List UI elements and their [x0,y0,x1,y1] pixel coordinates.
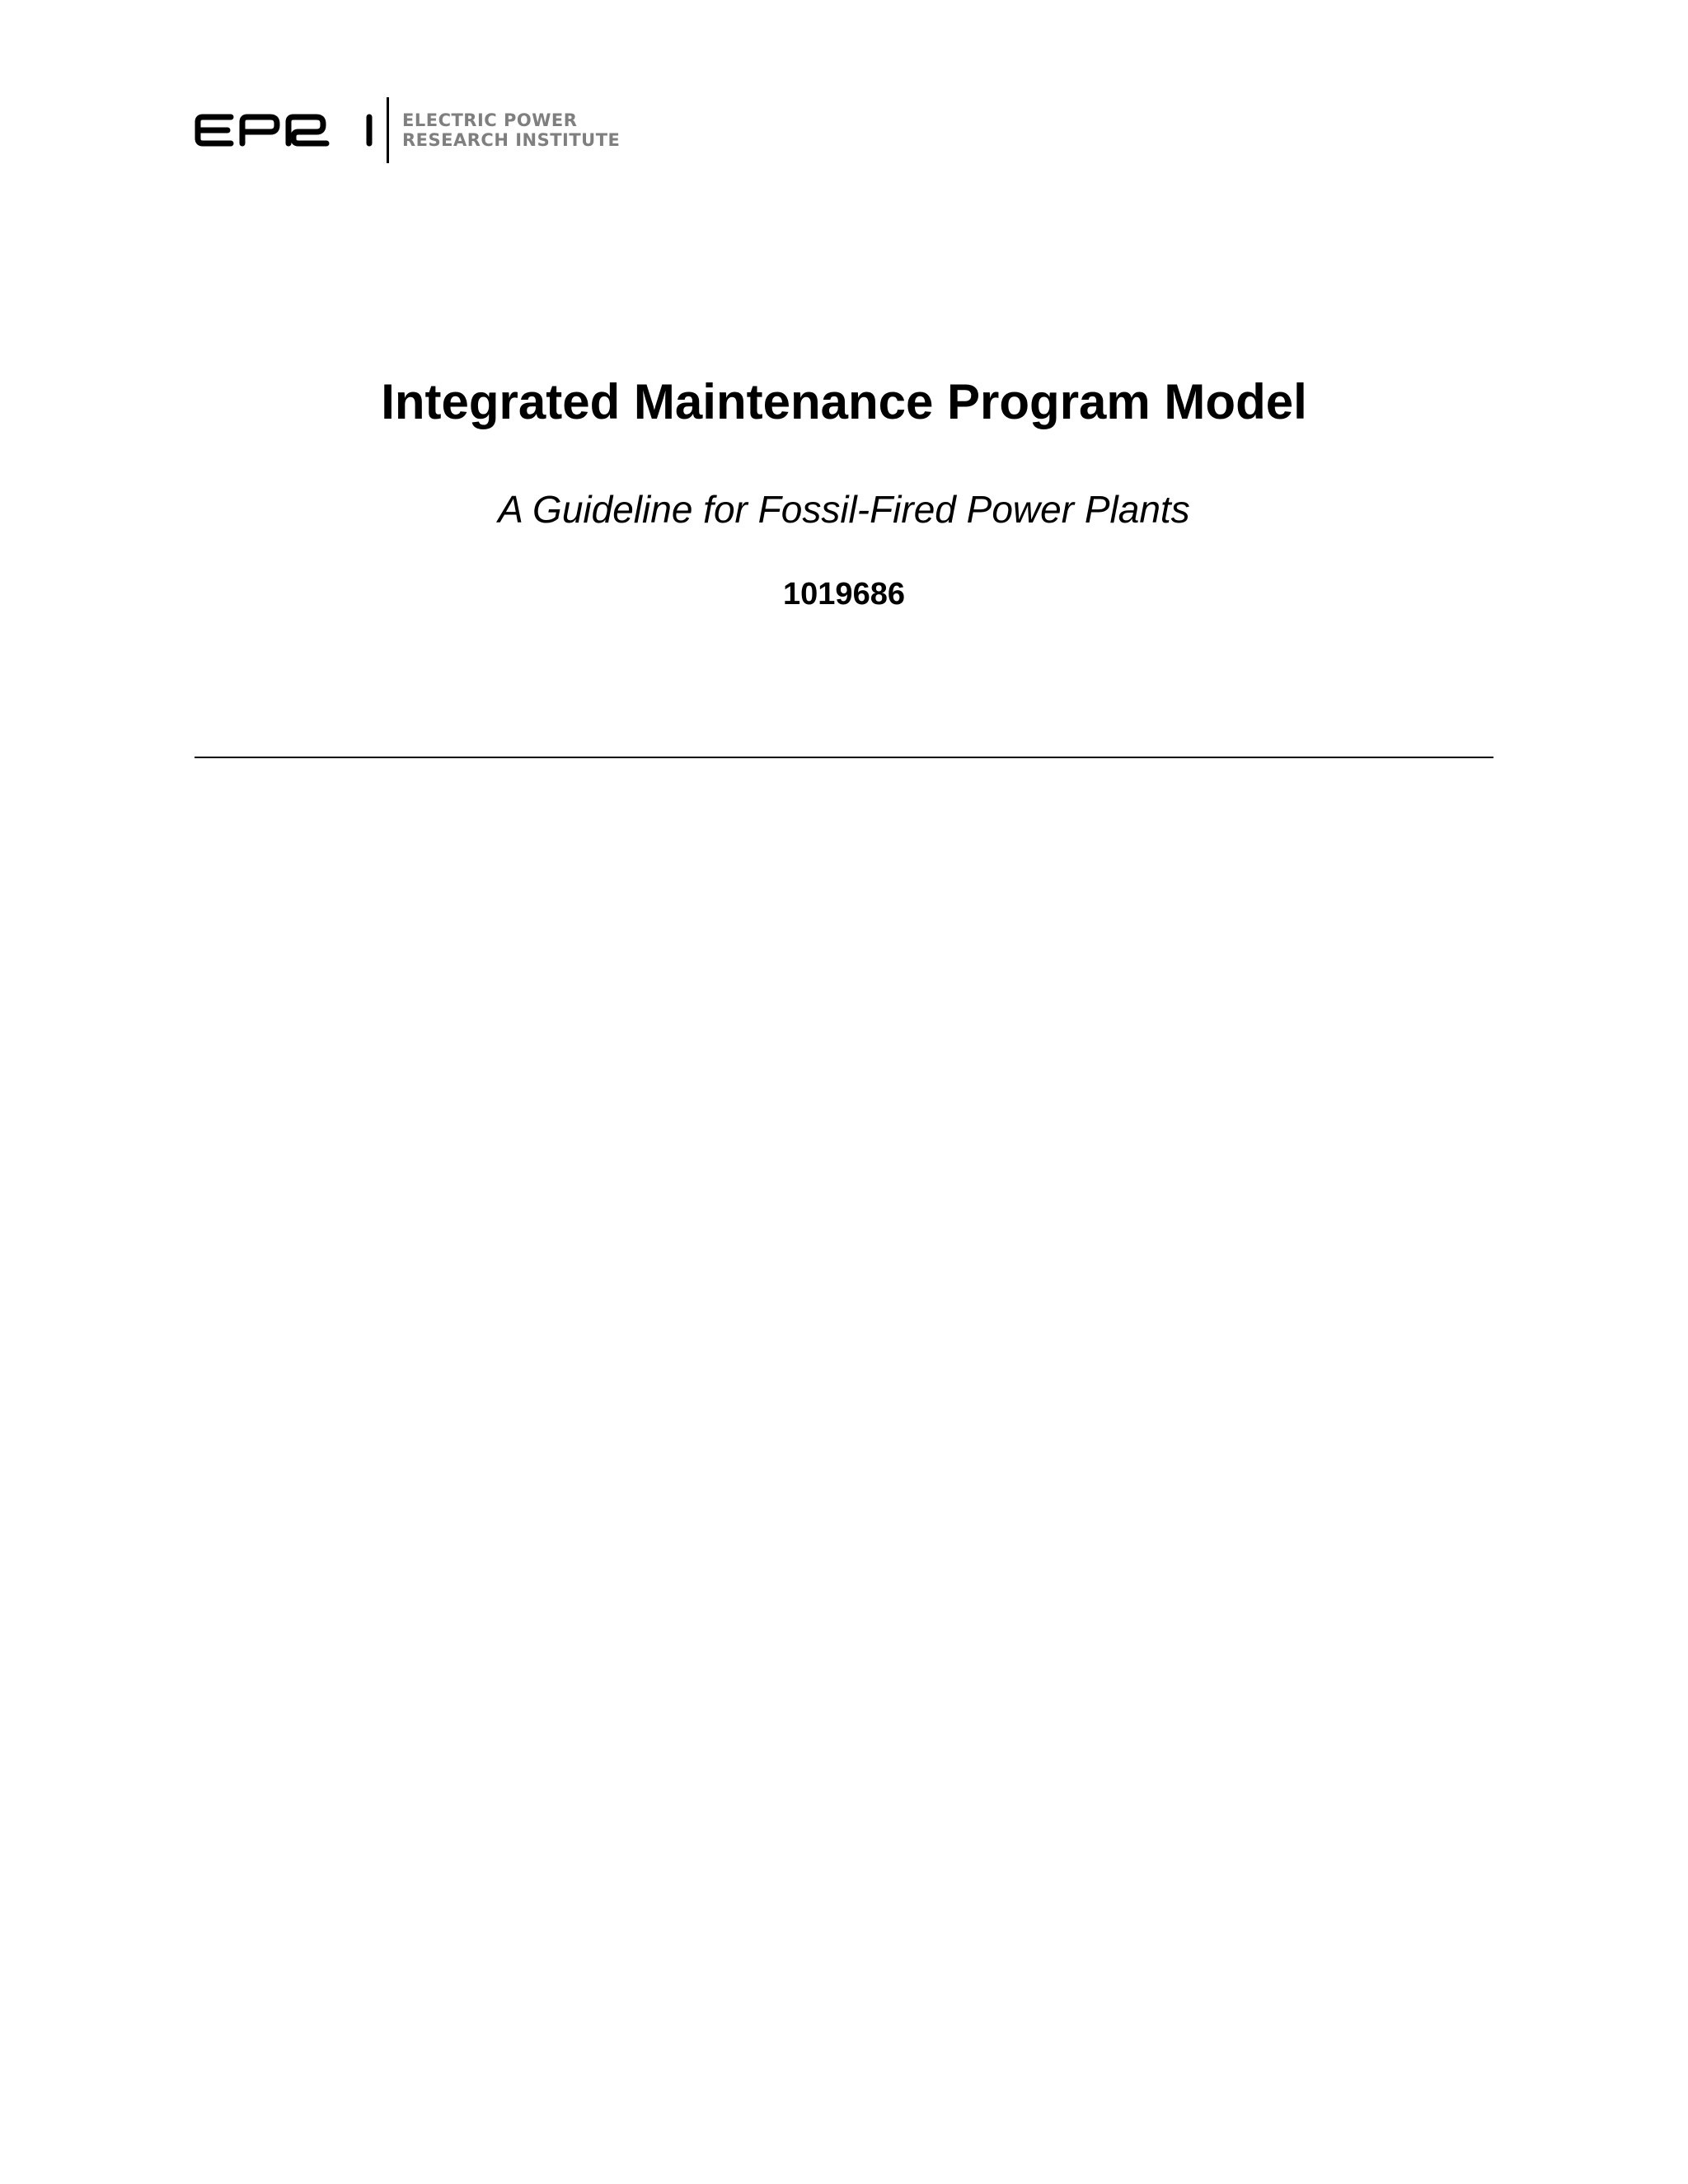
horizontal-rule [195,757,1493,758]
report-number: 1019686 [783,577,905,612]
logo-line-2: RESEARCH INSTITUTE [402,130,621,150]
document-title: Integrated Maintenance Program Model [381,374,1307,429]
logo-line-1: ELECTRIC POWER [402,110,578,130]
document-subtitle: A Guideline for Fossil-Fired Power Plants [498,488,1190,531]
epri-logo [195,97,621,165]
epri-logo-mark [195,114,376,147]
logo-wordmark [402,110,620,150]
logo-divider [387,97,389,163]
